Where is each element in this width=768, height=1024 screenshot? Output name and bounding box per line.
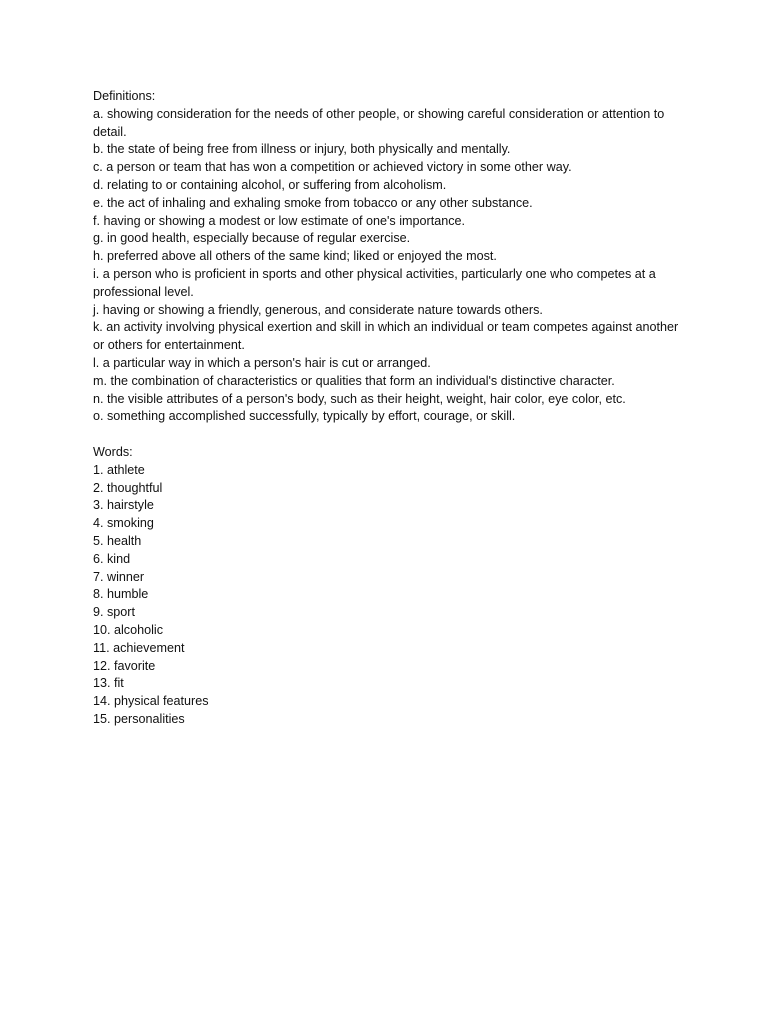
definition-n: n. the visible attributes of a person's body, such as their height, weight, hair color, eye color, etc. [93,391,626,406]
definition-l: l. a particular way in which a person's hair is cut or arranged. [93,355,431,370]
document-page [93,88,683,729]
words-heading: Words: [93,444,133,459]
word-item-13: 13. fit [93,676,124,691]
section-spacer [93,426,683,444]
definition-d: d. relating to or containing alcohol, or suffering from alcoholism. [93,177,447,192]
definition-c: c. a person or team that has won a competition or achieved victory in some other way. [93,160,572,175]
definitions-section [93,88,683,426]
definition-f: f. having or showing a modest or low estimate of one's importance. [93,213,466,228]
definition-o: o. something accomplished successfully, typically by effort, courage, or skill. [93,409,516,424]
word-item-2: 2. thoughtful [93,480,163,495]
words-section [93,444,683,729]
definition-h: h. preferred above all others of the same kind; liked or enjoyed the most. [93,249,497,264]
definition-j: j. having or showing a friendly, generous, and considerate nature towards others. [93,302,543,317]
word-item-15: 15. personalities [93,711,185,726]
word-item-4: 4. smoking [93,516,154,531]
definition-a: a. showing consideration for the needs of other people, or showing careful consideration or attention to detail. [93,106,665,139]
word-item-10: 10. alcoholic [93,622,164,637]
word-item-6: 6. kind [93,551,131,566]
word-item-1: 1. athlete [93,462,145,477]
definition-k: k. an activity involving physical exertion and skill in which an individual or team competes against another or others for entertainment. [93,320,679,353]
definition-m: m. the combination of characteristics or qualities that form an individual's distinctive character. [93,373,615,388]
definitions-heading: Definitions: [93,89,156,103]
word-item-9: 9. sport [93,605,135,620]
word-item-5: 5. health [93,533,142,548]
word-item-11: 11. achievement [93,640,185,655]
word-item-12: 12. favorite [93,658,156,673]
definition-i: i. a person who is proficient in sports and other physical activities, particularly one who competes at a professional level. [93,266,656,299]
word-item-8: 8. humble [93,587,149,602]
definition-g: g. in good health, especially because of regular exercise. [93,231,411,246]
definition-b: b. the state of being free from illness or injury, both physically and mentally. [93,142,511,157]
definition-e: e. the act of inhaling and exhaling smoke from tobacco or any other substance. [93,195,533,210]
word-item-7: 7. winner [93,569,145,584]
word-item-3: 3. hairstyle [93,498,154,513]
word-item-14: 14. physical features [93,694,209,709]
